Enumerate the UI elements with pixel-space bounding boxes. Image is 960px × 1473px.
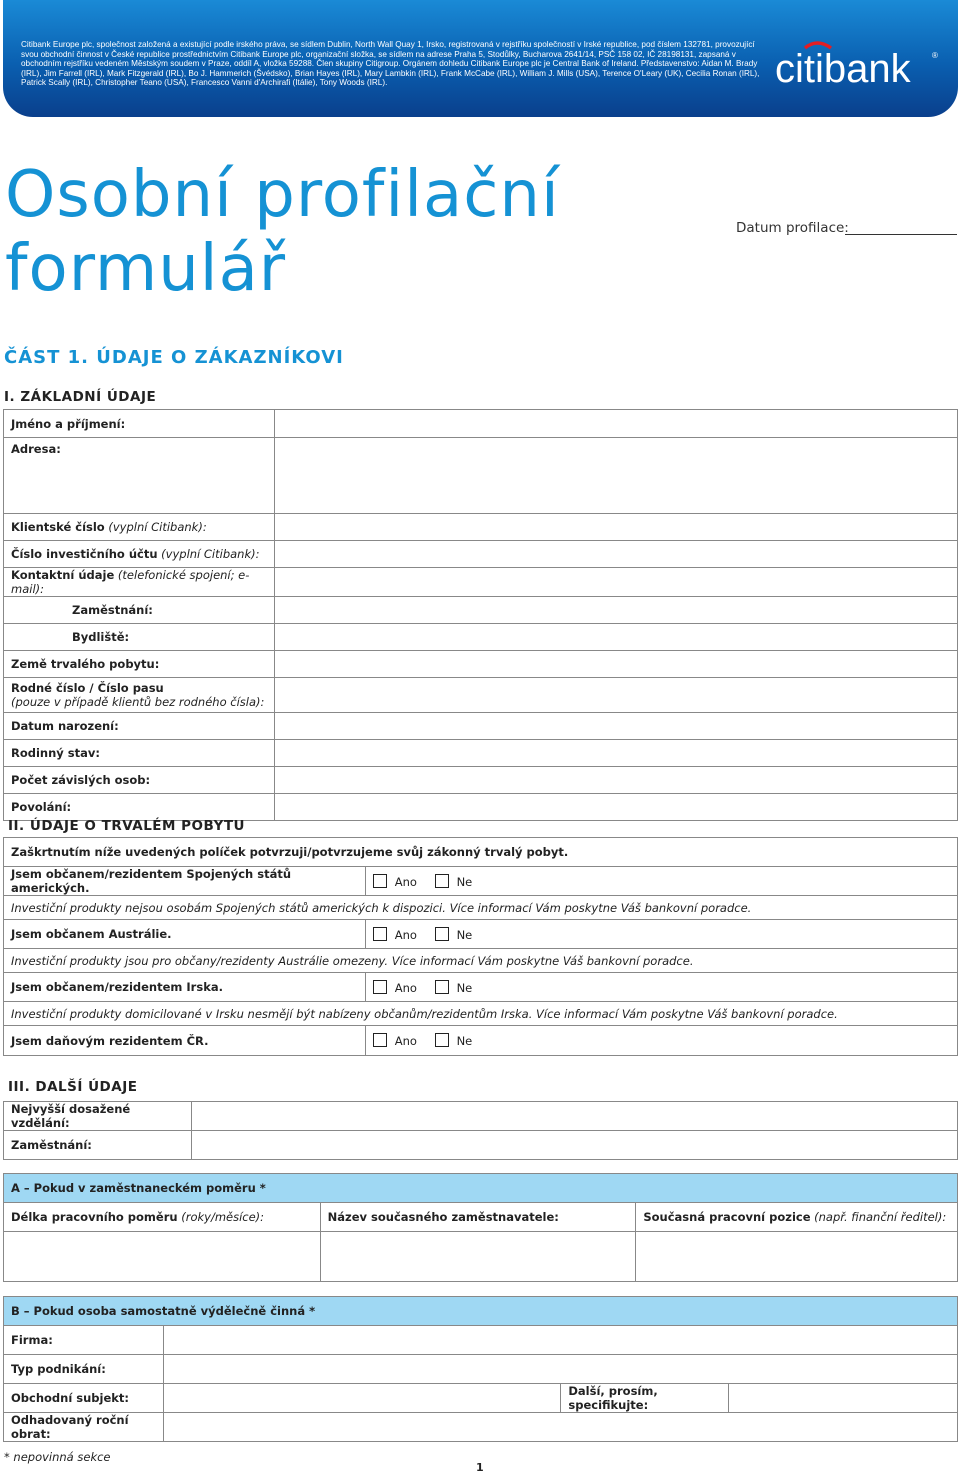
checkbox-irl-no[interactable] [435,980,449,994]
label-employment-length: Délka pracovního poměru [11,1210,178,1224]
checkbox-aus-yes[interactable] [373,927,387,941]
note-birth-no: (pouze v případě klientů bez rodného čísla): [11,695,265,709]
note-usa: Investiční produkty nejsou osobám Spojených států amerických k dispozici. Více informací Vám poskytne Váš bankovní poradce. [11,900,752,915]
note-aus: Investiční produkty jsou pro občany/rezidenty Austrálie omezeny. Více informací Vám poskytne Váš bankovní poradce. [11,953,694,968]
label-invest-no: Číslo investičního účtu [11,547,158,561]
option-irl-yes[interactable]: Ano [373,980,417,995]
label-company: Firma: [11,1333,53,1347]
field-employment-length[interactable] [4,1232,321,1282]
checkbox-cz-yes[interactable] [373,1033,387,1047]
field-position[interactable] [636,1232,958,1282]
note-position: (např. finanční ředitel): [814,1210,947,1224]
svg-text:®: ® [932,51,938,60]
field-client-no[interactable] [274,514,957,541]
label-business-type: Typ podnikání: [11,1362,106,1376]
residency-intro: Zaškrtnutím níže uvedených políček potvrzuji/potvrzujeme svůj zákonný trvalý pobyt. [11,845,569,859]
option-usa-no[interactable]: Ne [435,874,473,889]
title-line-1: Osobní profilační [5,158,560,232]
header-banner [3,0,958,117]
note-invest-no: (vyplní Citibank): [161,547,260,561]
label-occupation: Povolání: [11,800,72,814]
field-country[interactable] [274,651,957,678]
note-contact: (telefonické spojení; e-mail): [11,568,250,596]
question-irl: Jsem občanem/rezidentem Irska. [11,980,223,994]
employee-table [3,1173,958,1282]
question-cz: Jsem daňovým rezidentem ČR. [11,1033,209,1048]
date-field[interactable] [845,234,957,235]
checkbox-usa-yes[interactable] [373,874,387,888]
label-employment-3: Zaměstnání: [11,1138,92,1152]
field-residence[interactable] [274,624,957,651]
field-marital[interactable] [274,740,957,767]
field-education[interactable] [191,1102,957,1131]
field-business-type[interactable] [163,1355,957,1384]
label-birth-no: Rodné číslo / Číslo pasu [11,681,164,695]
section1-heading: I. ZÁKLADNÍ ÚDAJE [4,389,157,405]
label-dob: Datum narození: [11,719,119,733]
field-employment-3[interactable] [191,1131,957,1160]
option-aus-no[interactable]: Ne [435,927,473,942]
label-address: Adresa: [11,442,61,456]
section2-heading: II. ÚDAJE O TRVALÉM POBYTU [8,818,246,834]
field-contact[interactable] [274,568,957,597]
label-entity: Obchodní subjekt: [11,1391,130,1405]
label-contact: Kontaktní údaje [11,568,115,582]
option-usa-yes[interactable]: Ano [373,874,417,889]
question-usa: Jsem občanem/rezidentem Spojených států amerických. [11,867,292,895]
citibank-logo [775,38,940,88]
page-number: 1 [476,1461,484,1473]
field-company[interactable] [163,1326,957,1355]
option-cz-yes[interactable]: Ano [373,1033,417,1048]
label-turnover: Odhadovaný roční obrat: [11,1413,129,1441]
field-birth-no[interactable] [274,678,957,713]
checkbox-cz-no[interactable] [435,1033,449,1047]
field-employment[interactable] [274,597,957,624]
further-info-table [3,1101,958,1160]
option-cz-no[interactable]: Ne [435,1033,473,1048]
question-aus: Jsem občanem Austrálie. [11,927,172,941]
label-specify: Další, prosím, specifikujte: [568,1384,658,1412]
label-marital: Rodinný stav: [11,746,101,760]
field-entity[interactable] [163,1384,560,1413]
label-client-no: Klientské číslo [11,520,105,534]
field-address[interactable] [274,438,957,514]
field-name[interactable] [274,410,957,438]
svg-text:citibank: citibank [775,47,911,88]
note-employment-length: (roky/měsíce): [181,1210,265,1224]
label-dependents: Počet závislých osob: [11,773,151,787]
note-client-no: (vyplní Citibank): [108,520,207,534]
label-position: Současná pracovní pozice [643,1210,811,1224]
field-employer[interactable] [320,1232,636,1282]
label-employment: Zaměstnání: [72,603,153,617]
field-dob[interactable] [274,713,957,740]
field-dependents[interactable] [274,767,957,794]
checkbox-aus-no[interactable] [435,927,449,941]
footnote: * nepovinná sekce [4,1450,111,1464]
title-line-2: formulář [5,232,287,306]
section-b-heading: B – Pokud osoba samostatně výdělečně činná * [11,1304,316,1318]
field-invest-no[interactable] [274,541,957,568]
label-residence: Bydliště: [72,630,130,644]
option-aus-yes[interactable]: Ano [373,927,417,942]
self-employed-table [3,1296,958,1442]
label-education: Nejvyšší dosažené vzdělání: [11,1102,131,1130]
residency-table [3,837,958,1056]
date-label: Datum profilace: [736,220,849,236]
section3-heading: III. DALŠÍ ÚDAJE [8,1079,138,1095]
legal-text: Citibank Europe plc, společnost založená a existující podle irského práva, se sídlem Dublin, North Wall Quay 1, Irsko, registrovaná v rejstříku společností v Irské republice, pod číslem 132781, provozující svou obchodní činnost v České republice prostřednictvím Citibank Europe plc, organizační složka, se sídlem na adrese Praha 5, Stodůlky, Bucharova 2641/14, PSČ 158 02, IČ 28198131, zapsaná v obchodním rejstříku vedeném Městským soudem v Praze, oddíl A, vložka 59288. Člen skupiny Citigroup. Orgánem dohledu Citibank Europe plc je Central Bank of Ireland. Představenstvo: Aidan M. Brady (IRL), Jim Farrell (IRL), Mark Fitzgerald (IRL), Bo J. Hammerich (Švédsko), Brian Hayes (IRL), Mary Lambkin (IRL), Frank McCabe (IRL), William J. Mills (USA), Terence O'Leary (UK), Cecilia Ronan (IRL), Patrick Scally (IRL), Christopher Teano (USA), Francesco Vanni d'Archirafi (Itálie), Tony Woods (IRL). [21,40,760,88]
label-country: Země trvalého pobytu: [11,657,160,671]
label-name: Jméno a příjmení: [11,416,126,431]
basic-info-table [3,409,958,821]
checkbox-usa-no[interactable] [435,874,449,888]
note-irl: Investiční produkty domicilované v Irsku nesmějí být nabízeny občanům/rezidentům Irska. Více informací Vám poskytne Váš bankovní poradce. [11,1006,838,1021]
option-irl-no[interactable]: Ne [435,980,473,995]
checkbox-irl-yes[interactable] [373,980,387,994]
field-turnover[interactable] [163,1413,957,1442]
field-specify[interactable] [729,1384,958,1413]
field-occupation[interactable] [274,794,957,821]
label-employer: Název současného zaměstnavatele: [327,1210,559,1224]
page-title [5,158,560,306]
part1-heading: ČÁST 1. ÚDAJE O ZÁKAZNÍKOVI [4,347,344,368]
section-a-heading: A – Pokud v zaměstnaneckém poměru * [11,1181,266,1195]
